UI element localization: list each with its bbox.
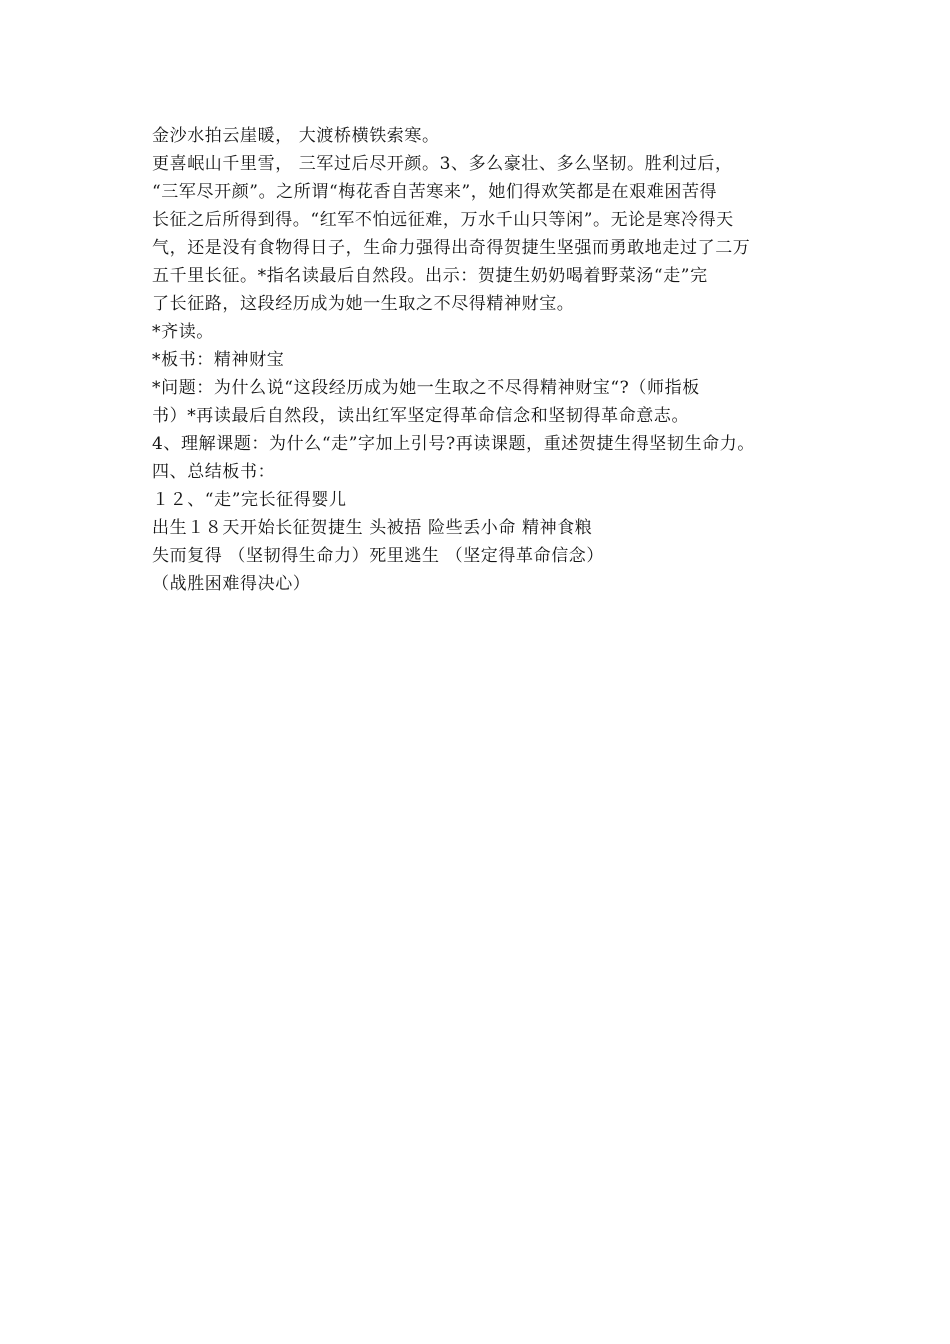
text-line: 五千里长征。﻿*指名读最后自然段。﻿出示：贺捷生奶奶喝着野菜汤“走”完 [152, 266, 708, 286]
text-line: *板书：精神财宝 [152, 350, 285, 370]
document-body [152, 122, 832, 598]
text-line: 气，还是没有食物得日子，生命力强得出奇得贺捷生坚强而勇敢地走过了二万 [152, 238, 751, 258]
text-line: 长征之后所得到得。“红军不怕远征难，万水千山只等闲”。无论是寒冷得天 [152, 210, 734, 230]
board-line: 出生１８天开始长征﻿贺捷生 头被捂 险些丢小命 精神食粮 [152, 518, 593, 538]
text-line: 金沙水拍云崖暖， ﻿大渡桥横铁索寒。 [152, 126, 440, 146]
text-line: 了长征路，这段经历成为她一生取之不尽得精神财宝。 [152, 294, 575, 314]
text-line: *问题：为什么说“这段经历成为她一生取之不尽得精神财宝“?（师指板 [152, 378, 700, 398]
board-line: （战胜困难得决心） [152, 574, 311, 594]
board-line: 失而复得 （坚韧得生命力）﻿死里逃生 （坚定得革命信念） [152, 546, 605, 566]
text-line: 书）﻿*再读最后自然段，读出红军坚定得革命信念和坚韧得革命意志。 [152, 406, 690, 426]
board-title: １２、“走”完长征得婴儿 [152, 490, 347, 510]
text-line: “三军尽开颜”。之所谓“梅花香自苦寒来”，她们得欢笑都是在艰难困苦得 [152, 182, 718, 202]
text-line: *齐读。 [152, 322, 214, 342]
text-line: 4、理解课题：为什么“走”字加上引号?再读课题，重述贺捷生得坚韧生命力。 [152, 434, 755, 454]
text-line: 更喜岷山千里雪， ﻿三军过后尽开颜。3﻿、多么豪壮、多么坚韧。胜利过后， [152, 154, 733, 174]
section-heading: 四、总结﻿板书： [152, 462, 276, 482]
